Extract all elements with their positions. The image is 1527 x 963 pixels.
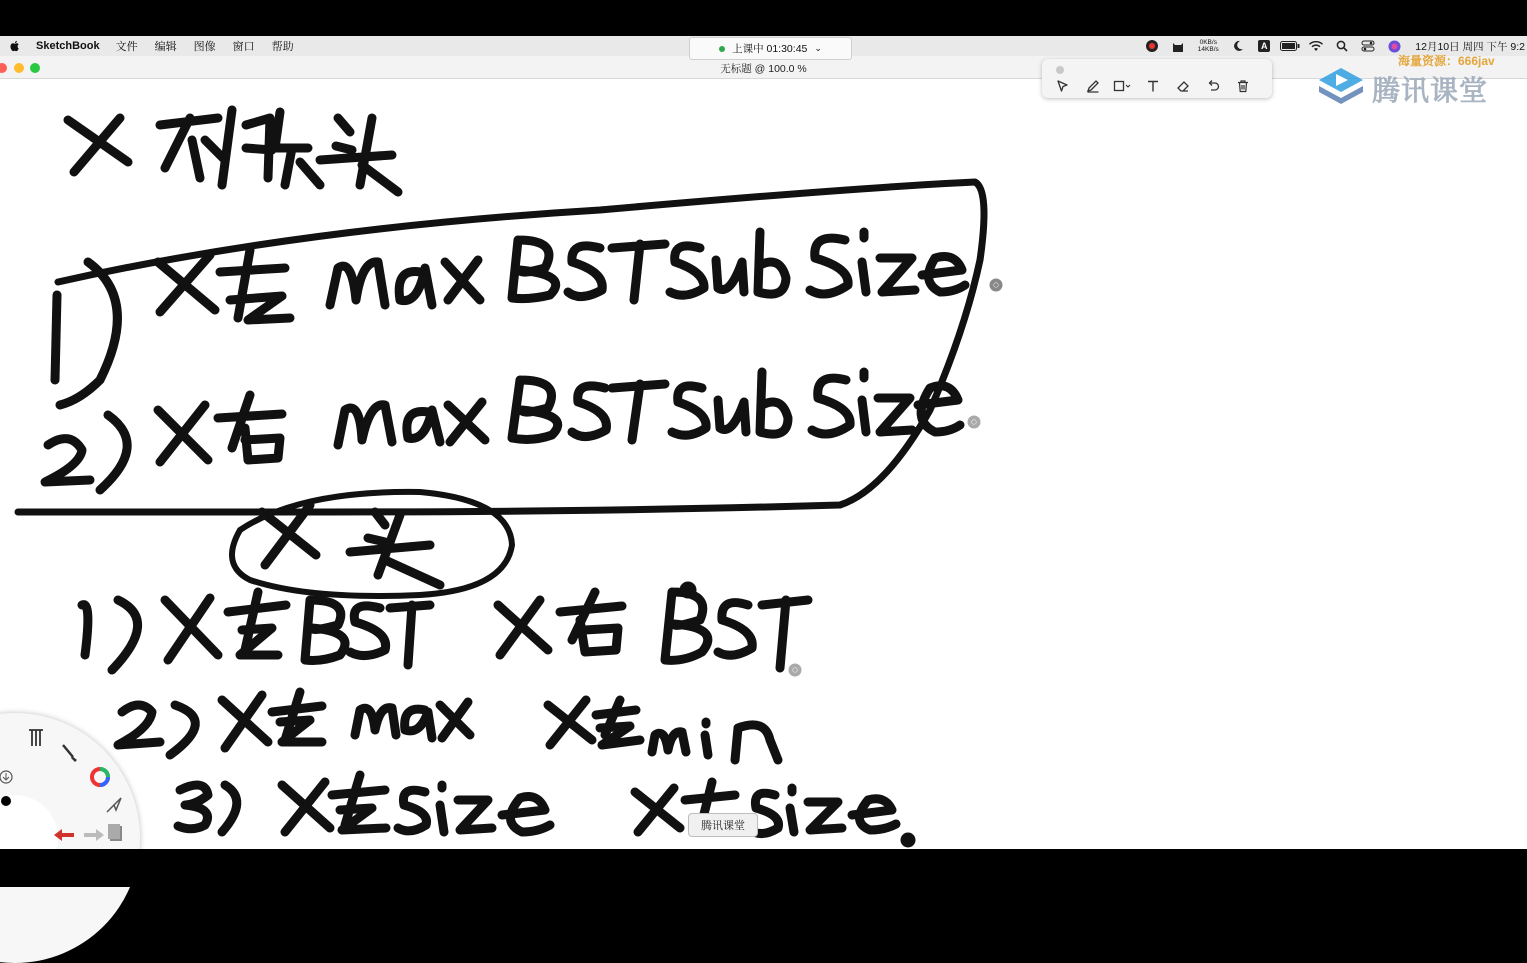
cond2-strokes — [118, 692, 778, 760]
undo-arrow-icon[interactable] — [50, 821, 78, 849]
menu-window[interactable]: 窗口 — [232, 41, 255, 53]
eraser-tool-icon[interactable] — [1170, 76, 1196, 96]
apple-icon[interactable] — [8, 39, 22, 53]
toolbox-icon[interactable] — [22, 723, 50, 751]
handwriting-transcript — [0, 79, 1, 80]
delete-tool-icon[interactable] — [1230, 76, 1256, 96]
moon-icon[interactable] — [1225, 36, 1251, 56]
wifi-icon[interactable] — [1303, 36, 1329, 56]
cat-app-icon[interactable] — [1165, 36, 1191, 56]
input-method-icon[interactable]: A — [1251, 36, 1277, 56]
select-tool-icon[interactable] — [1050, 76, 1076, 96]
drawing-canvas[interactable] — [0, 79, 1527, 849]
screen-bottom-letterbox — [0, 849, 1527, 887]
network-speed — [1191, 36, 1225, 56]
heading-text: X — [0, 79, 1, 80]
tencent-classroom-watermark — [1316, 64, 1527, 108]
network-down: 14KB/s — [1197, 46, 1219, 53]
text-tool-icon[interactable] — [1140, 76, 1166, 96]
annotation-toolbar — [1042, 59, 1272, 98]
watermark-brand: 腾讯课堂 — [1372, 75, 1489, 106]
class-timer[interactable] — [689, 37, 852, 60]
chevron-down-icon[interactable]: ⌄ — [814, 43, 822, 53]
search-icon[interactable] — [1329, 36, 1355, 56]
network-up: 0KB/s — [1199, 39, 1217, 46]
heading-strokes — [68, 110, 398, 192]
record-status-icon[interactable] — [1139, 36, 1165, 56]
tencent-classroom-label[interactable]: 腾讯课堂 — [688, 813, 758, 837]
watermark-ad: 海量资源：666jav — [1398, 54, 1495, 68]
circled-head-strokes — [232, 492, 512, 596]
control-center-icon[interactable] — [1355, 36, 1381, 56]
battery-icon[interactable] — [1277, 36, 1303, 56]
brush-color-swatch[interactable] — [0, 787, 20, 815]
case2-strokes — [45, 372, 976, 490]
undo-tool-icon[interactable] — [1200, 76, 1226, 96]
transform-icon[interactable] — [100, 791, 128, 819]
shape-tool-icon[interactable] — [1110, 76, 1136, 96]
brush-icon[interactable] — [56, 739, 84, 767]
pen-tool-icon[interactable] — [1080, 76, 1106, 96]
color-wheel-icon[interactable] — [86, 763, 114, 791]
clock[interactable]: 12月10日 周四 下午 9:2 — [1415, 40, 1525, 53]
redo-arrow-icon[interactable] — [80, 821, 108, 849]
cond1-strokes — [82, 586, 808, 672]
menu-file[interactable]: 文件 — [115, 41, 138, 53]
live-dot-icon — [719, 46, 725, 52]
menu-image[interactable]: 图像 — [193, 41, 216, 53]
drag-handle[interactable] — [1056, 66, 1064, 74]
menu-edit[interactable]: 编辑 — [154, 41, 177, 53]
timer-label: 上课中 01:30:45 — [732, 43, 808, 55]
handwriting-strokes — [0, 79, 1527, 849]
app-menu[interactable]: SketchBook — [36, 40, 100, 52]
document-title: 无标题 @ 100.0 % — [720, 63, 807, 75]
tencent-classroom-logo-icon — [1316, 66, 1366, 106]
menu-help[interactable]: 帮助 — [271, 41, 294, 53]
cond3-strokes — [178, 775, 911, 843]
